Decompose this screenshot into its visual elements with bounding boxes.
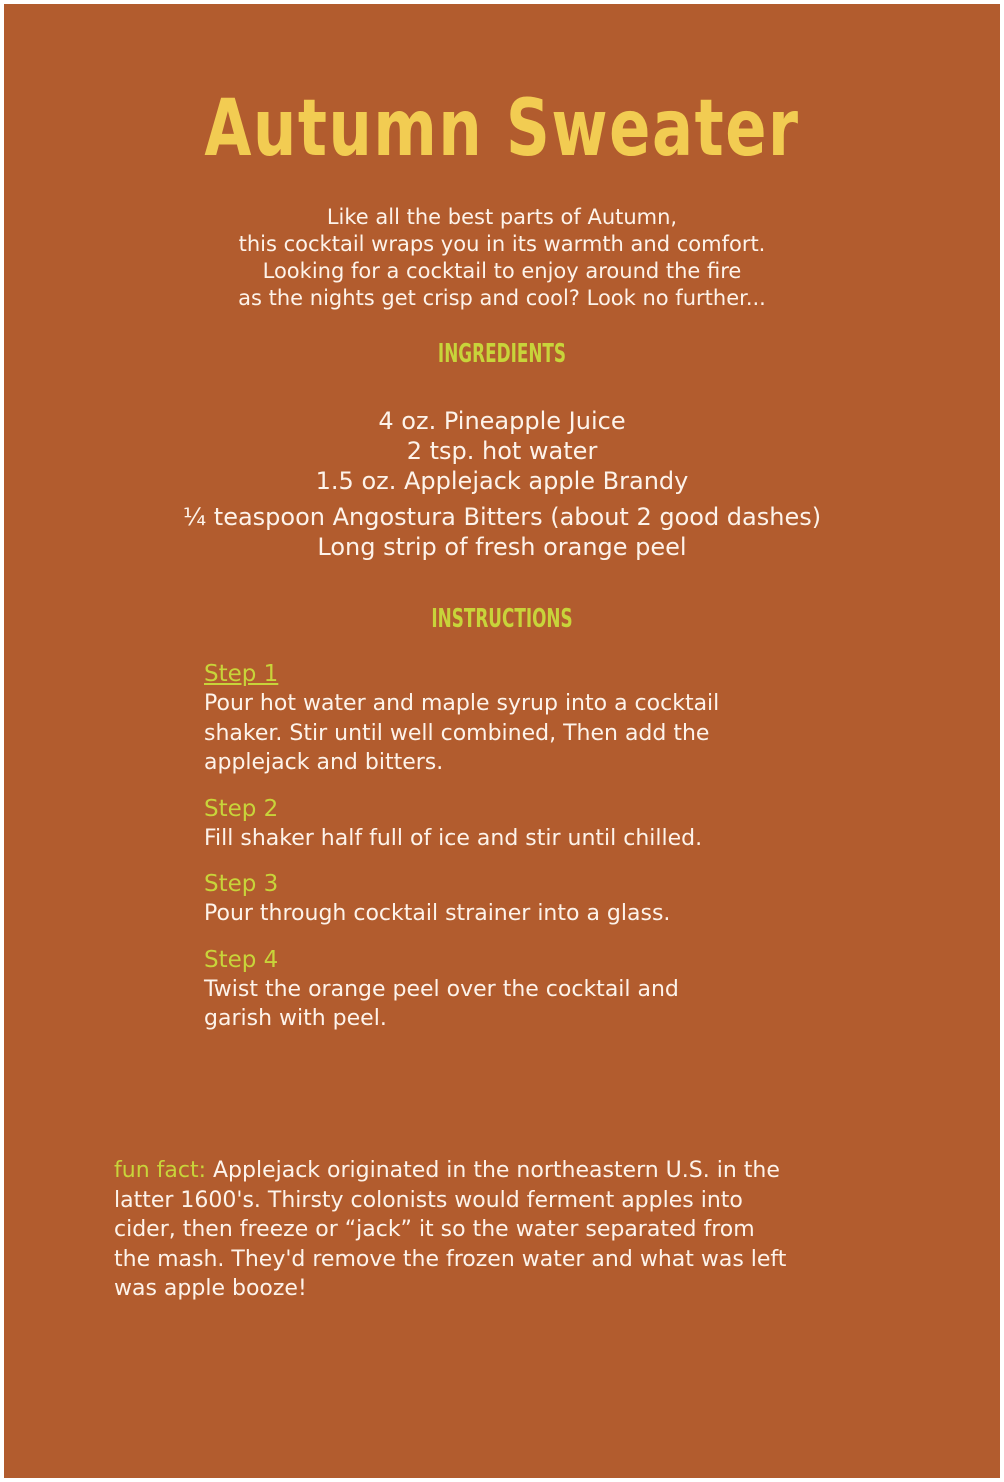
ingredient-item: 1.5 oz. Applejack apple Brandy: [315, 467, 689, 495]
step-label: Step 3: [204, 871, 279, 897]
recipe-card: [4, 4, 1000, 1478]
intro-line: as the nights get crisp and cool? Look no further...: [238, 286, 766, 310]
step-label: Step 4: [204, 946, 279, 973]
step-text: Twist the orange peel over the cocktail and garish with peel.: [204, 976, 679, 1031]
intro-line: Looking for a cocktail to enjoy around the fire: [262, 259, 742, 283]
step-text: Pour through cocktail strainer into a glass.: [204, 901, 671, 926]
instructions-heading: INSTRUCTIONS: [431, 604, 573, 634]
instructions-list: [204, 660, 884, 1051]
ingredients-list: [4, 406, 1000, 562]
intro-paragraph: [4, 204, 1000, 312]
step-text: Fill shaker half full of ice and stir until chilled.: [204, 825, 703, 851]
step-item: [204, 870, 884, 929]
step-text: Pour hot water and maple syrup into a cocktail shaker. Stir until well combined, Then add the applejack and bitters.: [204, 691, 720, 775]
step-label: Step 2: [204, 795, 279, 822]
step-label: Step 1: [204, 661, 279, 687]
fun-fact: [114, 1156, 944, 1304]
fun-fact-label: fun fact:: [114, 1158, 206, 1183]
intro-line: this cocktail wraps you in its warmth and comfort.: [238, 232, 766, 256]
ingredient-item: 4 oz. Pineapple Juice: [378, 407, 626, 435]
step-item: [204, 795, 884, 854]
recipe-title: Autumn Sweater: [204, 84, 800, 174]
ingredient-item: Long strip of fresh orange peel: [317, 533, 687, 561]
ingredient-item: 2 tsp. hot water: [406, 437, 598, 465]
intro-line: Like all the best parts of Autumn,: [326, 205, 678, 229]
ingredients-heading: INGREDIENTS: [437, 339, 567, 369]
ingredient-item: ¼ teaspoon Angostura Bitters (about 2 good dashes): [182, 503, 822, 531]
step-item: [204, 660, 884, 778]
fun-fact-text: Applejack originated in the northeastern U.S. in the latter 1600's. Thirsty colonists would ferment apples into cider, then freeze or “jack” it so the water separated from the mash. They'd remove the frozen water and what was left was apple booze!: [114, 1158, 787, 1301]
step-item: [204, 946, 884, 1034]
